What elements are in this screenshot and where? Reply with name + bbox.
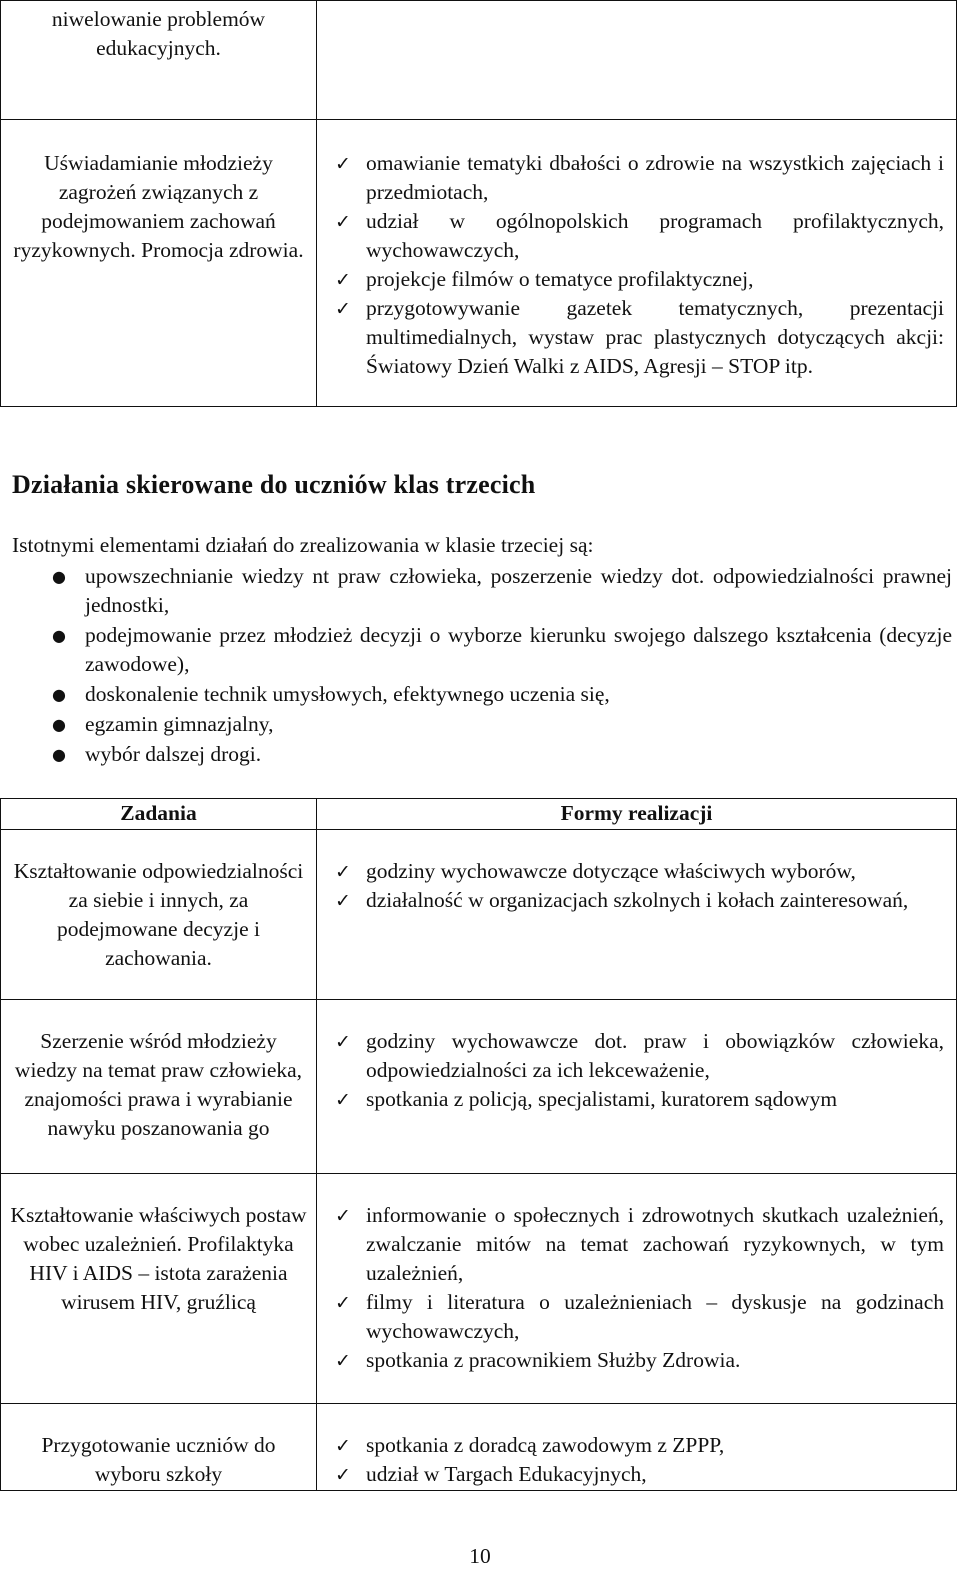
task-text: Kształtowanie właściwych postaw wobec uzależnień. Profilaktyka HIV i AIDS – istota zarażenia wirusem HIV, gruźlicą xyxy=(10,1203,307,1314)
page-number: 10 xyxy=(469,1544,491,1568)
list-item-text: przygotowywanie gazetek tematycznych, prezentacji multimedialnych, wystaw prac plastycznych dotyczących akcji: Światowy Dzień Walki z AIDS, Agresji – STOP itp. xyxy=(366,296,944,378)
task-cell xyxy=(1,1000,317,1174)
list-item xyxy=(48,562,952,620)
forms-cell xyxy=(317,120,957,407)
list-item-text: spotkania z policją, specjalistami, kuratorem sądowym xyxy=(366,1087,838,1111)
task-text: Uświadamianie młodzieży zagrożeń związanych z podejmowaniem zachowań ryzykownych. Promocja zdrowia. xyxy=(13,151,304,262)
task-cell xyxy=(1,1,317,120)
checkmark-icon: ✓ xyxy=(335,861,351,883)
checkmark-icon: ✓ xyxy=(335,890,351,912)
section-heading: Działania skierowane do uczniów klas trzecich xyxy=(12,470,536,499)
list-item xyxy=(335,207,944,265)
list-item xyxy=(335,1085,944,1114)
list-item xyxy=(335,857,944,886)
list-item xyxy=(335,294,944,381)
list-item xyxy=(335,1460,944,1489)
list-item-text: spotkania z pracownikiem Służby Zdrowia. xyxy=(366,1348,741,1372)
table-row xyxy=(1,1000,957,1174)
checkmark-icon: ✓ xyxy=(335,298,351,320)
list-item xyxy=(48,621,952,679)
list-item xyxy=(335,1288,944,1346)
table-header-row xyxy=(1,799,957,830)
list-item-text: informowanie o społecznych i zdrowotnych skutkach uzależnień, zwalczanie mitów na temat zachowań ryzykownych, w tym uzależnień, xyxy=(366,1203,944,1285)
header-formy xyxy=(317,799,957,830)
task-cell xyxy=(1,120,317,407)
list-item-text: podejmowanie przez młodzież decyzji o wyborze kierunku swojego dalszego kształcenia (decyzje zawodowe), xyxy=(85,623,952,676)
list-item xyxy=(48,710,952,739)
list-item-text: udział w ogólnopolskich programach profilaktycznych, wychowawczych, xyxy=(366,209,944,262)
task-cell xyxy=(1,1404,317,1491)
header-zadania xyxy=(1,799,317,830)
list-item xyxy=(335,1201,944,1288)
list-item-text: doskonalenie technik umysłowych, efektywnego uczenia się, xyxy=(85,682,610,706)
forms-cell xyxy=(317,1404,957,1491)
tasks-table xyxy=(0,798,957,1491)
table-row xyxy=(1,120,957,407)
bullet-dot-icon: ● xyxy=(52,715,66,734)
tasks-table-top xyxy=(0,0,957,407)
checkmark-icon: ✓ xyxy=(335,1205,351,1227)
list-item xyxy=(48,740,952,769)
bullet-dot-icon: ● xyxy=(52,685,66,704)
list-item-text: filmy i literatura o uzależnieniach – dyskusje na godzinach wychowawczych, xyxy=(366,1290,944,1343)
section-bullet-list xyxy=(48,562,952,770)
list-item-text: godziny wychowawcze dotyczące właściwych wyborów, xyxy=(366,859,856,883)
list-item xyxy=(335,1027,944,1085)
forms-list xyxy=(335,149,944,381)
bullet-dot-icon: ● xyxy=(52,745,66,764)
checkmark-icon: ✓ xyxy=(335,1350,351,1372)
list-item xyxy=(335,1346,944,1375)
list-item xyxy=(48,680,952,709)
header-text: Zadania xyxy=(120,801,197,825)
bullet-dot-icon: ● xyxy=(52,567,66,586)
list-item xyxy=(335,1431,944,1460)
list-item-text: udział w Targach Edukacyjnych, xyxy=(366,1462,647,1486)
checkmark-icon: ✓ xyxy=(335,1435,351,1457)
forms-cell xyxy=(317,830,957,1000)
list-item-text: spotkania z doradcą zawodowym z ZPPP, xyxy=(366,1433,725,1457)
checkmark-icon: ✓ xyxy=(335,1089,351,1111)
task-text: Szerzenie wśród młodzieży wiedzy na temat praw człowieka, znajomości prawa i wyrabianie nawyku poszanowania go xyxy=(14,1029,303,1140)
checkmark-icon: ✓ xyxy=(335,269,351,291)
list-item xyxy=(335,265,944,294)
list-item-text: godziny wychowawcze dot. praw i obowiązków człowieka, odpowiedzialności za ich lekceważenie, xyxy=(366,1029,944,1082)
forms-list xyxy=(335,1431,944,1489)
header-text: Formy realizacji xyxy=(560,801,713,825)
task-cell xyxy=(1,830,317,1000)
checkmark-icon: ✓ xyxy=(335,211,351,233)
task-cell xyxy=(1,1174,317,1404)
list-item-text: działalność w organizacjach szkolnych i kołach zainteresowań, xyxy=(366,888,909,912)
task-text: niwelowanie problemów edukacyjnych. xyxy=(51,7,266,60)
bullet-dot-icon: ● xyxy=(52,626,66,645)
table-row xyxy=(1,830,957,1000)
forms-list xyxy=(335,857,944,915)
list-item-text: egzamin gimnazjalny, xyxy=(85,712,274,736)
forms-list xyxy=(335,1201,944,1375)
list-item-text: projekcje filmów o tematyce profilaktycznej, xyxy=(366,267,754,291)
list-item-text: wybór dalszej drogi. xyxy=(85,742,262,766)
checkmark-icon: ✓ xyxy=(335,153,351,175)
forms-list xyxy=(335,1027,944,1114)
checkmark-icon: ✓ xyxy=(335,1292,351,1314)
table-row xyxy=(1,1,957,120)
forms-cell xyxy=(317,1000,957,1174)
forms-cell xyxy=(317,1174,957,1404)
forms-cell xyxy=(317,1,957,120)
list-item-text: omawianie tematyki dbałości o zdrowie na wszystkich zajęciach i przedmiotach, xyxy=(366,151,944,204)
checkmark-icon: ✓ xyxy=(335,1464,351,1486)
list-item-text: upowszechnianie wiedzy nt praw człowieka, poszerzenie wiedzy dot. odpowiedzialności prawnej jednostki, xyxy=(85,564,952,617)
table-row xyxy=(1,1404,957,1491)
section-intro: Istotnymi elementami działań do zrealizowania w klasie trzeciej są: xyxy=(12,533,594,557)
checkmark-icon: ✓ xyxy=(335,1031,351,1053)
task-text: Kształtowanie odpowiedzialności za siebie i innych, za podejmowane decyzje i zachowania. xyxy=(13,859,304,970)
table-row xyxy=(1,1174,957,1404)
task-text: Przygotowanie uczniów do wyboru szkoły xyxy=(41,1433,276,1486)
list-item xyxy=(335,886,944,915)
list-item xyxy=(335,149,944,207)
